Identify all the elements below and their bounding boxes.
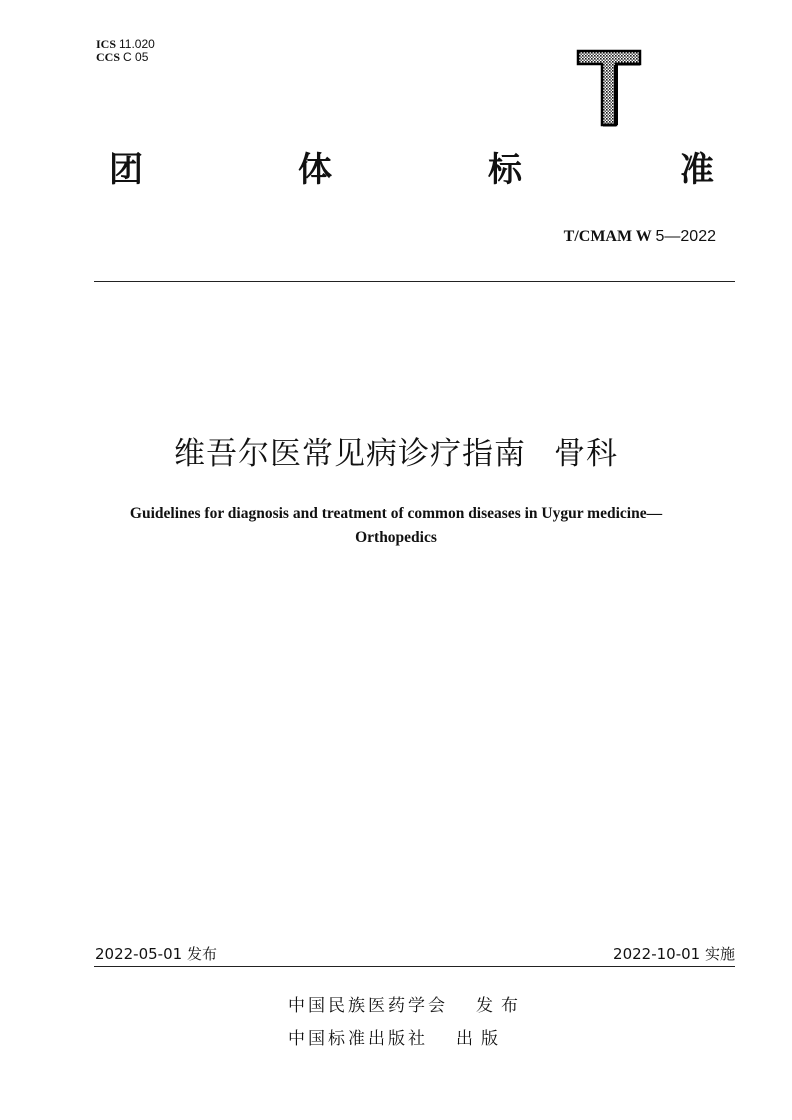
ics-code: ICS 11.020 xyxy=(96,37,155,51)
title-english-line1: Guidelines for diagnosis and treatment of common diseases in Uygur medicine— xyxy=(129,505,663,522)
press-role: 出版 xyxy=(456,1029,506,1049)
title-english xyxy=(60,502,732,550)
implementation-date: 2022-10-01 实施 xyxy=(613,945,735,963)
issue-date: 2022-05-01 发布 xyxy=(95,945,217,963)
standard-type-char-1: 团 xyxy=(109,150,143,190)
standard-type-char-3: 标 xyxy=(488,150,522,190)
t-logo-icon xyxy=(576,49,642,127)
standard-type-char-2: 体 xyxy=(298,150,332,190)
publisher-line-issuer xyxy=(288,991,526,1016)
issuer-name: 中国民族医药学会 xyxy=(288,996,448,1016)
title-chinese xyxy=(0,428,792,473)
standard-type-char-4: 准 xyxy=(680,150,714,190)
header-divider xyxy=(94,281,735,282)
press-name: 中国标准出版社 xyxy=(288,1029,428,1049)
issuer-role: 发布 xyxy=(476,996,526,1016)
standard-number: T/CMAM W 5—2022 xyxy=(563,228,716,245)
title-english-line2: Orthopedics xyxy=(355,529,437,546)
title-chinese-main: 维吾尔医常见病诊疗指南 xyxy=(174,436,526,472)
title-chinese-sub: 骨科 xyxy=(554,436,618,472)
footer-divider xyxy=(94,966,735,967)
ccs-code: CCS C 05 xyxy=(96,50,149,64)
publisher-line-press xyxy=(288,1024,506,1049)
classification-codes xyxy=(96,38,155,64)
